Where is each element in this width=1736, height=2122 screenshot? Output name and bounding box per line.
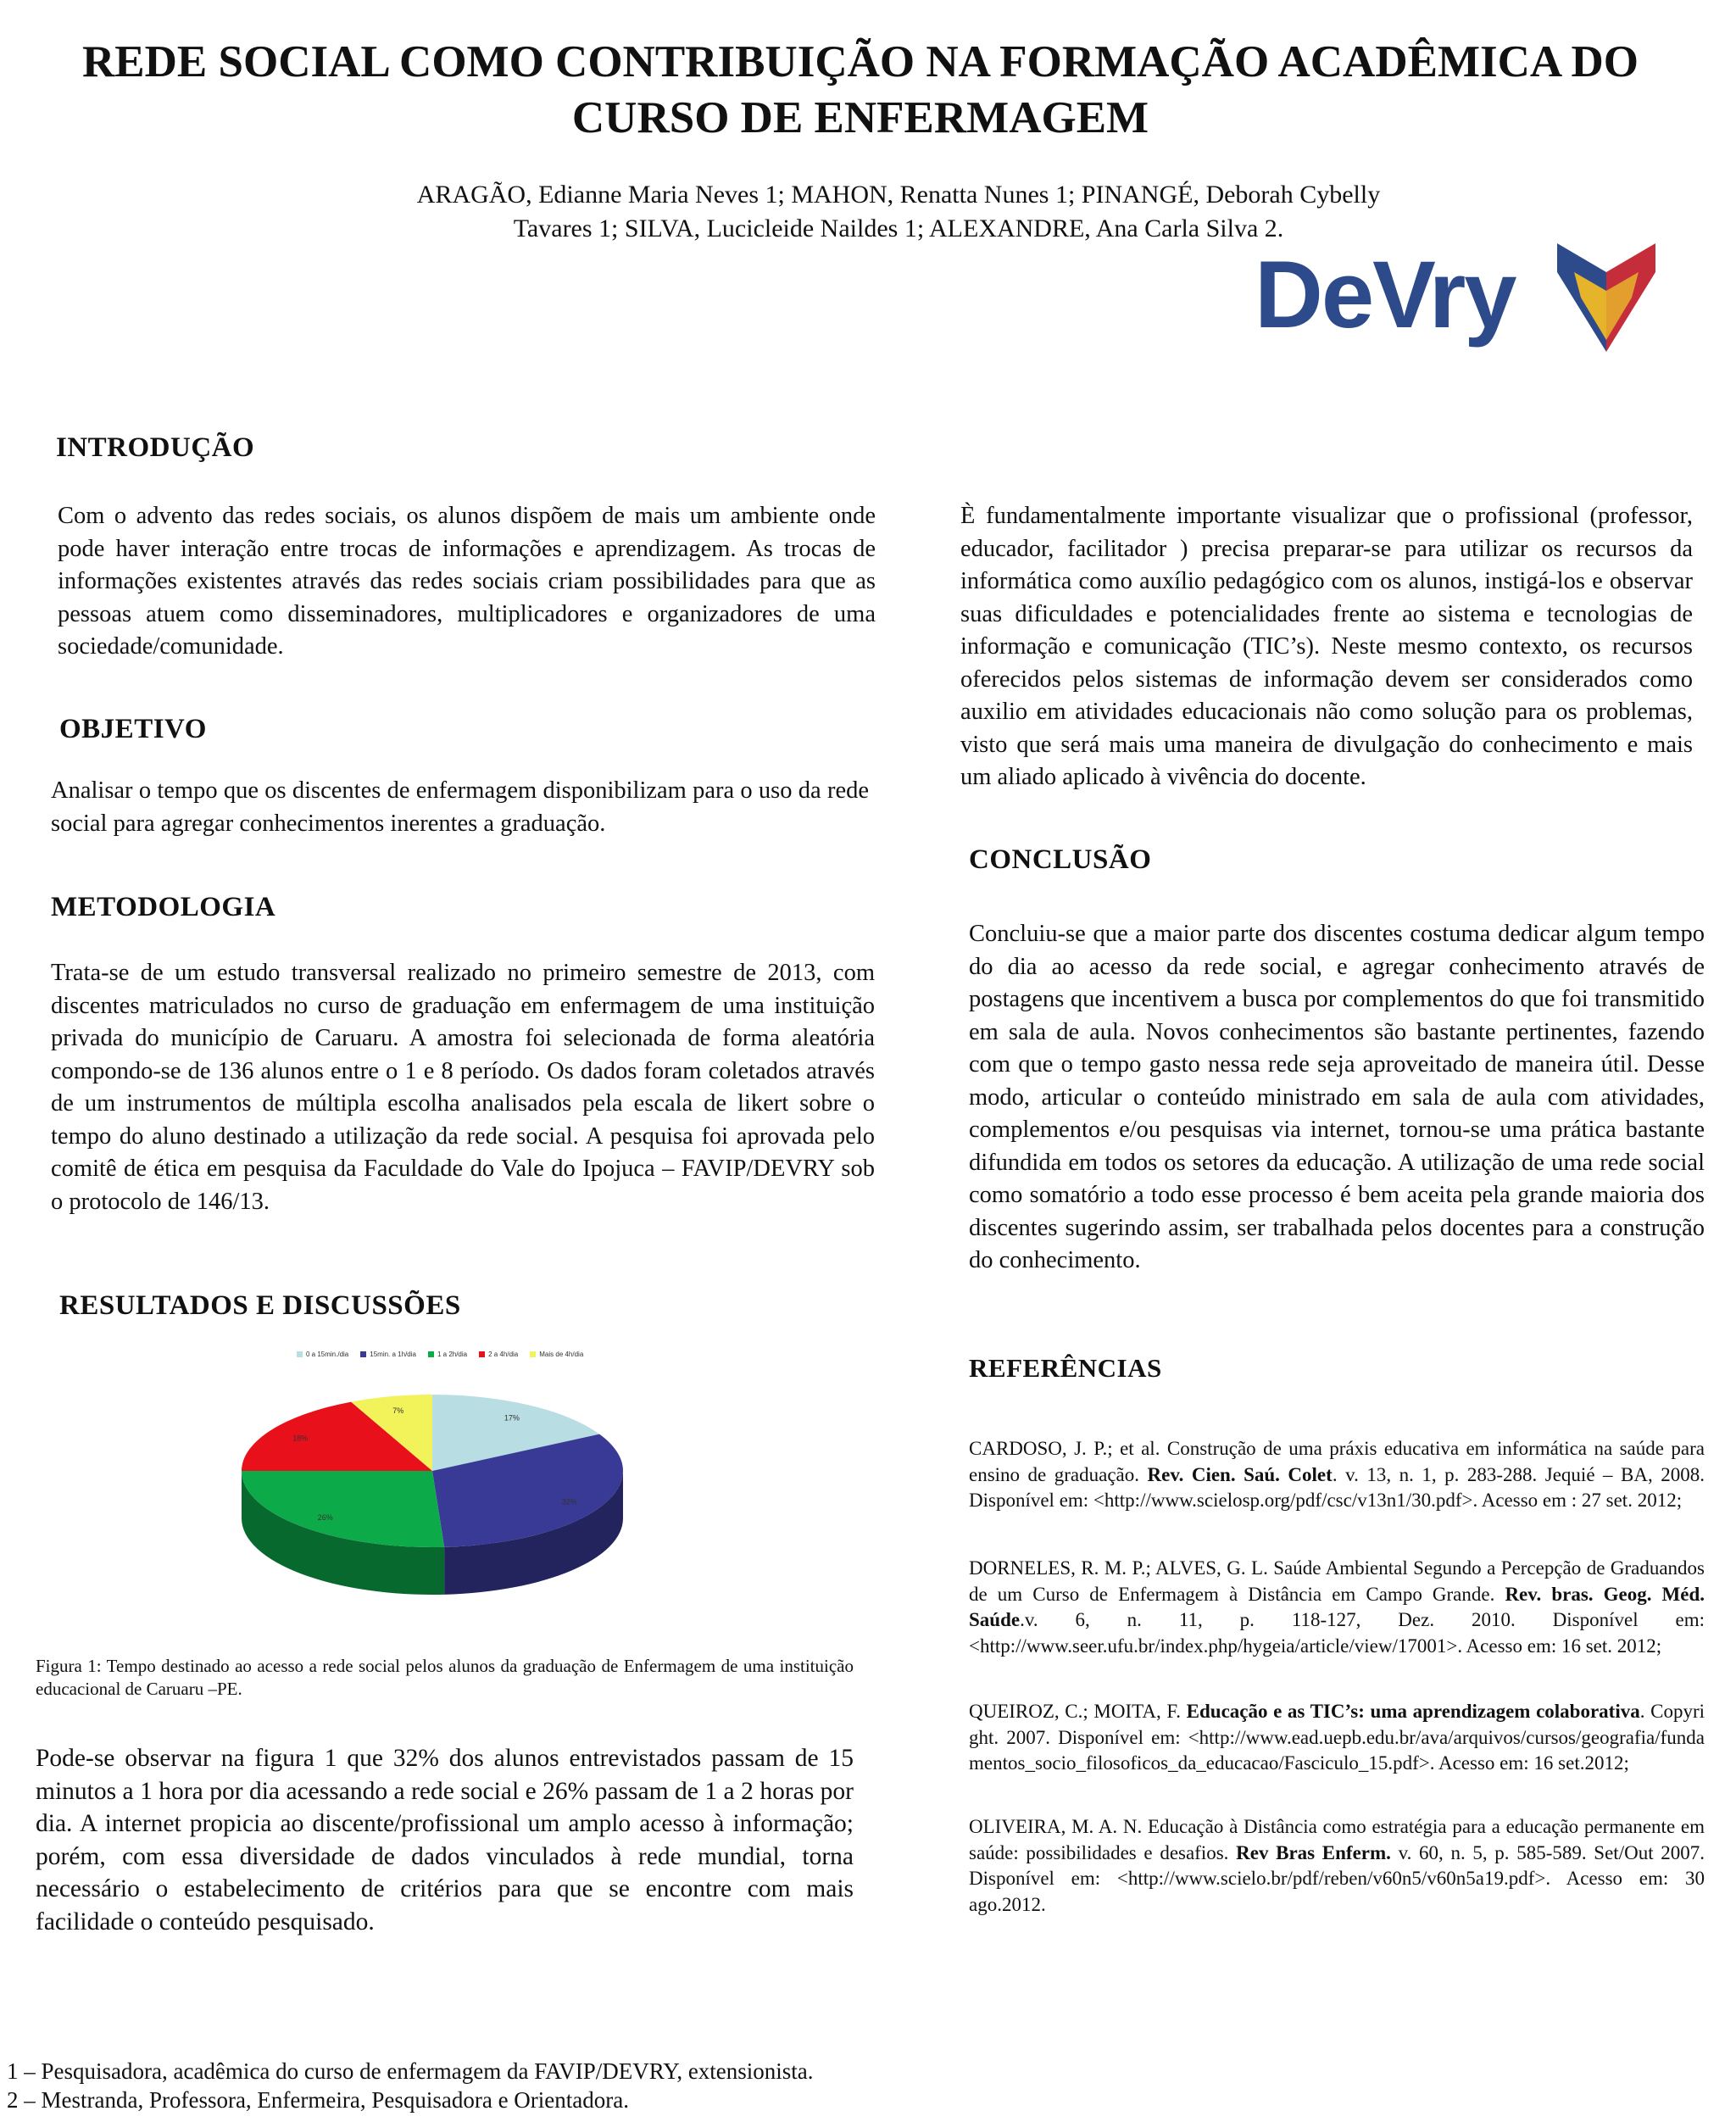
reference-item: CARDOSO, J. P.; et al. Construção de uma práxis educativa em informática na saúde para ensino de graduação. Rev. Cien. Saú. Colet. v. 13, n. 1, p. 283-288. Jequié – BA, 2008. Disponível em: <http://www.scielosp.org/pdf/csc/v13n1/30.pdf>. Acesso em : 27 set. 2012; <box>969 1438 1705 1511</box>
legend-label: 1 a 2h/dia <box>437 1350 468 1358</box>
heading-resultados: RESULTADOS E DISCUSSÕES <box>59 1290 461 1321</box>
heading-objetivo: OBJETIVO <box>59 714 207 744</box>
heading-referencias: REFERÊNCIAS <box>969 1353 1162 1383</box>
pie-chart <box>195 1348 873 1670</box>
resultados-text: Pode-se observar na figura 1 que 32% dos alunos entrevistados passam de 15 minutos a 1 hora por dia acessando a rede social e 26% passam de 1 a 2 horas por dia. A internet propicia ao discente/profissional um amplo acesso à informação; porém, com essa diversidade de dados vinculados à rede mundial, torna necessário o estabelecimento de critérios para que se encontre com mais facilidade o conteúdo pesquisado. <box>36 1745 854 1935</box>
heading-introducao: INTRODUÇÃO <box>56 432 255 463</box>
heading-conclusao: CONCLUSÃO <box>969 844 1152 875</box>
reference-item: OLIVEIRA, M. A. N. Educação à Distância como estratégia para a educação permanente em saúde: possibilidades e desafios. Rev Bras Enferm. v. 60, n. 5, p. 585-589. Set/Out 2007. Disponível em: <http://www.scielo.br/pdf/reben/v60n5/v60n5a19.pdf>. Acesso em: 30 ago.2012. <box>969 1816 1705 1915</box>
discussao-text: È fundamentalmente importante visualizar que o profissional (professor, educador, facilitador ) precisa preparar-se para utilizar os recursos da informática como auxílio pedagógico com os alunos, instigá-los e observar suas dificuldades e potencialidades frente ao sistema e tecnologias de informação e comunicação (TIC’s). Neste mesmo contexto, os recursos oferecidos pelos sistemas de informação devem ser considerados como auxilio em atividades educacionais não como solução para os problemas, visto que será mais uma maneira de divulgação do conhecimento e mais um aliado aplicado à vivência do docente. <box>960 503 1693 790</box>
legend-label: Mais de 4h/dia <box>539 1350 584 1358</box>
devry-logo <box>1255 233 1661 369</box>
footnote-2: 2 – Mestranda, Professora, Enfermeira, Pesquisadora e Orientadora. <box>7 2087 629 2113</box>
legend-label: 15min. a 1h/dia <box>370 1350 416 1358</box>
figure-caption: Figura 1: Tempo destinado ao acesso a rede social pelos alunos da graduação de Enfermagem de uma instituição educacional de Caruaru –PE. <box>36 1656 854 1699</box>
pie-slice-label: 26% <box>317 1512 333 1522</box>
heading-metodologia: METODOLOGIA <box>51 892 276 922</box>
conclusao-text: Concluiu-se que a maior parte dos discentes costuma dedicar algum tempo do dia ao acesso da rede social, e agregar conhecimento através de postagens que incentivem a busca por complementos do que foi transmitido em sala de aula. Novos conhecimentos são bastante pertinentes, fazendo com que o tempo gasto nessa rede seja aproveitado de maneira útil. Desse modo, articular o conteúdo ministrado em sala de aula com atividades, complementos e/ou pesquisas via internet, tornou-se uma prática bastante difundida em todos os setores da educação. A utilização de uma rede social como somatório a todo esse processo é bem aceita pela grande maioria dos discentes sugerindo assim, ser trabalhada pelos docentes para a construção do conhecimento. <box>969 921 1705 1273</box>
authors-line-1: ARAGÃO, Edianne Maria Neves 1; MAHON, Renatta Nunes 1; PINANGÉ, Deborah Cybelly <box>416 181 1381 209</box>
introducao-text: Com o advento das redes sociais, os alunos dispõem de mais um ambiente onde pode haver interação entre trocas de informações e aprendizagem. As trocas de informações existentes através das redes sociais criam possibilidades para que as pessoas atuem como disseminadores, multiplicadores e organizadores de uma sociedade/comunidade. <box>58 503 876 660</box>
reference-item: DORNELES, R. M. P.; ALVES, G. L. Saúde Ambiental Segundo a Percepção de Graduandos de um Curso de Enfermagem à Distância em Campo Grande. Rev. bras. Geog. Méd. Saúde.v. 6, n. 11, p. 118-127, Dez. 2010. Disponível em: <http://www.seer.ufu.br/index.php/hygeia/article/view/17001>. Acesso em: 16 set. 2012; <box>969 1557 1705 1657</box>
logo-wordmark: DeVry <box>1255 242 1516 348</box>
shield-icon <box>1555 238 1657 357</box>
pie-slice-label: 18% <box>292 1434 309 1443</box>
pie-slice-label: 17% <box>504 1413 520 1423</box>
objetivo-text: Analisar o tempo que os discentes de enfermagem disponibilizam para o uso da rede social para agregar conhecimentos inerentes a graduação. <box>51 777 869 837</box>
footnote-1: 1 – Pesquisadora, acadêmica do curso de enfermagem da FAVIP/DEVRY, extensionista. <box>7 2058 814 2084</box>
pie-slice-label: 32% <box>561 1497 577 1507</box>
reference-item: QUEIROZ, C.; MOITA, F. Educação e as TIC’s: uma aprendizagem colaborativa. Copyright. 2007. Disponível em: <http://www.ead.uepb.edu.br/ava/arquivos/cursos/geografia/fundamentos_socio_filosoficos_da_educacao/Fasciculo_15.pdf>. Acesso em: 16 set.2012; <box>969 1701 1705 1774</box>
pie-slice-label: 7% <box>392 1406 404 1415</box>
legend-label: 0 a 15min./dia <box>306 1350 349 1358</box>
metodologia-text: Trata-se de um estudo transversal realizado no primeiro semestre de 2013, com discentes matriculados no curso de graduação em enfermagem de uma instituição privada do município de Caruaru. A amostra foi selecionada de forma aleatória compondo-se de 136 alunos entre o 1 e 8 período. Os dados foram coletados através de um instrumentos de múltipla escolha analisados pela escala de likert sobre o tempo do aluno destinado a utilização da rede social. A pesquisa foi aprovada pelo comitê de ética em pesquisa da Faculdade do Vale do Ipojuca – FAVIP/DEVRY sob o protocolo de 146/13. <box>51 960 875 1215</box>
pie-chart-svg <box>195 1348 873 1670</box>
poster-title: REDE SOCIAL COMO CONTRIBUIÇÃO NA FORMAÇÃO ACADÊMICA DO CURSO DE ENFERMAGEM <box>82 37 1639 142</box>
authors-line-2: Tavares 1; SILVA, Lucicleide Naildes 1; ALEXANDRE, Ana Carla Silva 2. <box>513 214 1284 242</box>
legend-label: 2 a 4h/dia <box>488 1350 519 1358</box>
